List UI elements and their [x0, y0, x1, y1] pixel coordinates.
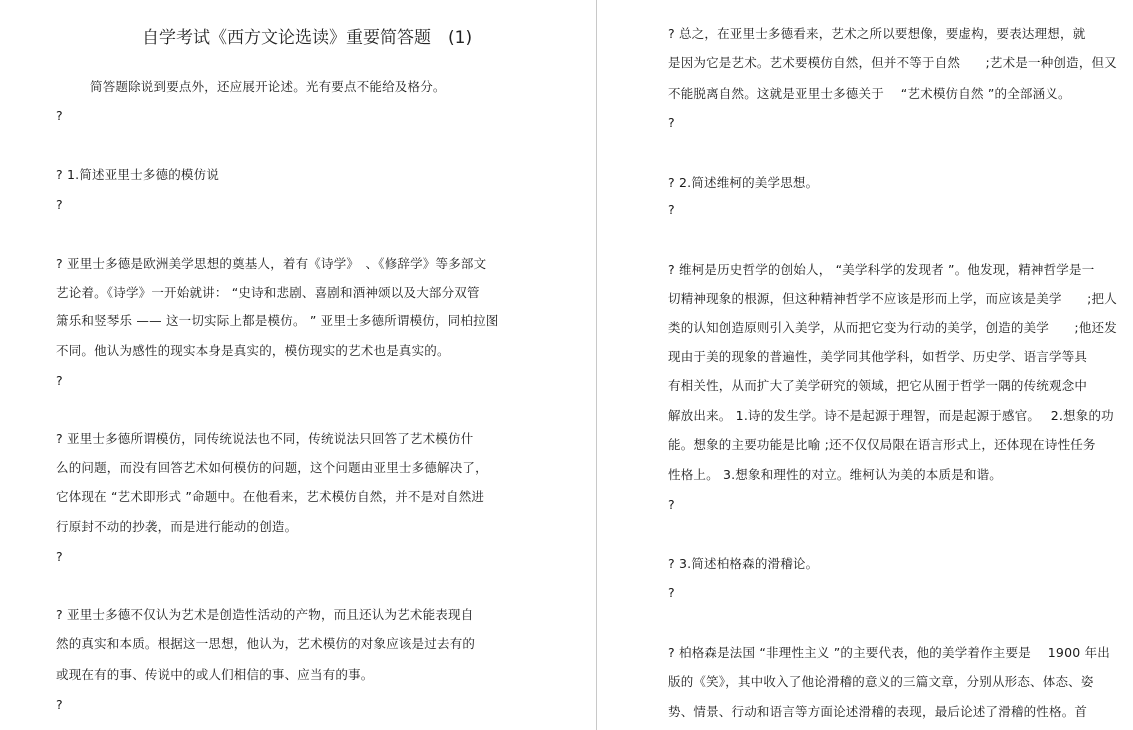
text-line: ? 亚里士多德不仅认为艺术是创造性活动的产物，而且还认为艺术能表现自 — [56, 607, 474, 622]
text-line: 或现在有的事、传说中的或人们相信的事、应当有的事。 — [56, 667, 374, 682]
text-line: 不能脱离自然。这就是亚里士多德关于 “艺术模仿自然 ”的全部涵义。 — [668, 86, 1071, 101]
text-line: 然的真实和本质。根据这一思想，他认为，艺术模仿的对象应该是过去有的 — [56, 636, 476, 651]
text-line: 切精神现象的根源，但这种精神哲学不应该是形而上学，而应该是美学 ;把人 — [668, 291, 1117, 306]
text-line: ? 维柯是历史哲学的创始人， “美学科学的发现者 ”。他发现，精神哲学是一 — [668, 262, 1095, 277]
text-line: 么的问题，而没有回答艺术如何模仿的问题，这个问题由亚里士多德解决了， — [56, 460, 488, 475]
text-line: ? 总之，在亚里士多德看来，艺术之所以要想像，要虚构，要表达理想，就 — [668, 26, 1086, 41]
text-line: 它体现在 “艺术即形式 ”命题中。在他看来，艺术模仿自然，并不是对自然进 — [56, 489, 485, 504]
text-line: 不同。他认为感性的现实本身是真实的，模仿现实的艺术也是真实的。 — [56, 343, 450, 358]
text-line: ? 亚里士多德是欧洲美学思想的奠基人，着有《诗学》 、《修辞学》等多部文 — [56, 256, 487, 271]
question-heading: ? 2.简述维柯的美学思想。 — [668, 175, 819, 190]
text-line: 行原封不动的抄袭，而是进行能动的创造。 — [56, 519, 298, 534]
text-line: ? 柏格森是法国 “非理性主义 ”的主要代表，他的美学着作主要是 1900 年出 — [668, 645, 1110, 660]
text-line: ? — [56, 697, 63, 712]
text-line: ? — [56, 549, 63, 564]
text-line: 是因为它是艺术。艺术要模仿自然，但并不等于自然 ;艺术是一种创造，但又 — [668, 55, 1117, 70]
document-title: 自学考试《西方文论选读》重要简答题 (1) — [142, 28, 473, 48]
text-line: ? 亚里士多德所谓模仿，同传统说法也不同，传统说法只回答了艺术模仿什 — [56, 431, 474, 446]
text-line: 性格上。 3.想象和理性的对立。维柯认为美的本质是和谐。 — [668, 467, 1003, 482]
right-page — [598, 0, 1133, 730]
text-line: 势、情景、行动和语言等方面论述滑稽的表现，最后论述了滑稽的性格。首 — [668, 704, 1088, 719]
text-line: 有相关性，从而扩大了美学研究的领域，把它从囿于哲学一隅的传统观念中 — [668, 378, 1088, 393]
intro-line: 简答题除说到要点外，还应展开论述。光有要点不能给及格分。 — [90, 79, 446, 94]
text-line: 艺论着。《诗学》一开始就讲： “史诗和悲剧、喜剧和酒神颂以及大部分双管 — [56, 285, 480, 300]
question-heading: ? 3.简述柏格森的滑稽论。 — [668, 556, 819, 571]
page-divider — [596, 0, 597, 730]
text-line: ? — [668, 585, 675, 600]
question-heading: ? 1.简述亚里士多德的模仿说 — [56, 167, 220, 182]
text-line: ? — [56, 108, 63, 123]
text-line: 类的认知创造原则引入美学，从而把它变为行动的美学，创造的美学 ;他还发 — [668, 320, 1117, 335]
text-line: ? — [56, 197, 63, 212]
text-line: ? — [668, 115, 675, 130]
text-line: 能。想象的主要功能是比喻 ;还不仅仅局限在语言形式上，还体现在诗性任务 — [668, 437, 1096, 452]
text-line: ? — [668, 497, 675, 512]
text-line: 版的《笑》，其中收入了他论滑稽的意义的三篇文章，分别从形态、体态、姿 — [668, 674, 1094, 689]
text-line: 箫乐和竖琴乐 —— 这一切实际上都是模仿。 ” 亚里士多德所谓模仿，同柏拉图 — [56, 313, 499, 328]
text-line: ? — [668, 202, 675, 217]
text-line: ? — [56, 373, 63, 388]
text-line: 现由于美的现象的普遍性，美学同其他学科，如哲学、历史学、语言学等具 — [668, 349, 1088, 364]
text-line: 解放出来。 1.诗的发生学。诗不是起源于理智，而是起源于感官。 2.想象的功 — [668, 408, 1114, 423]
